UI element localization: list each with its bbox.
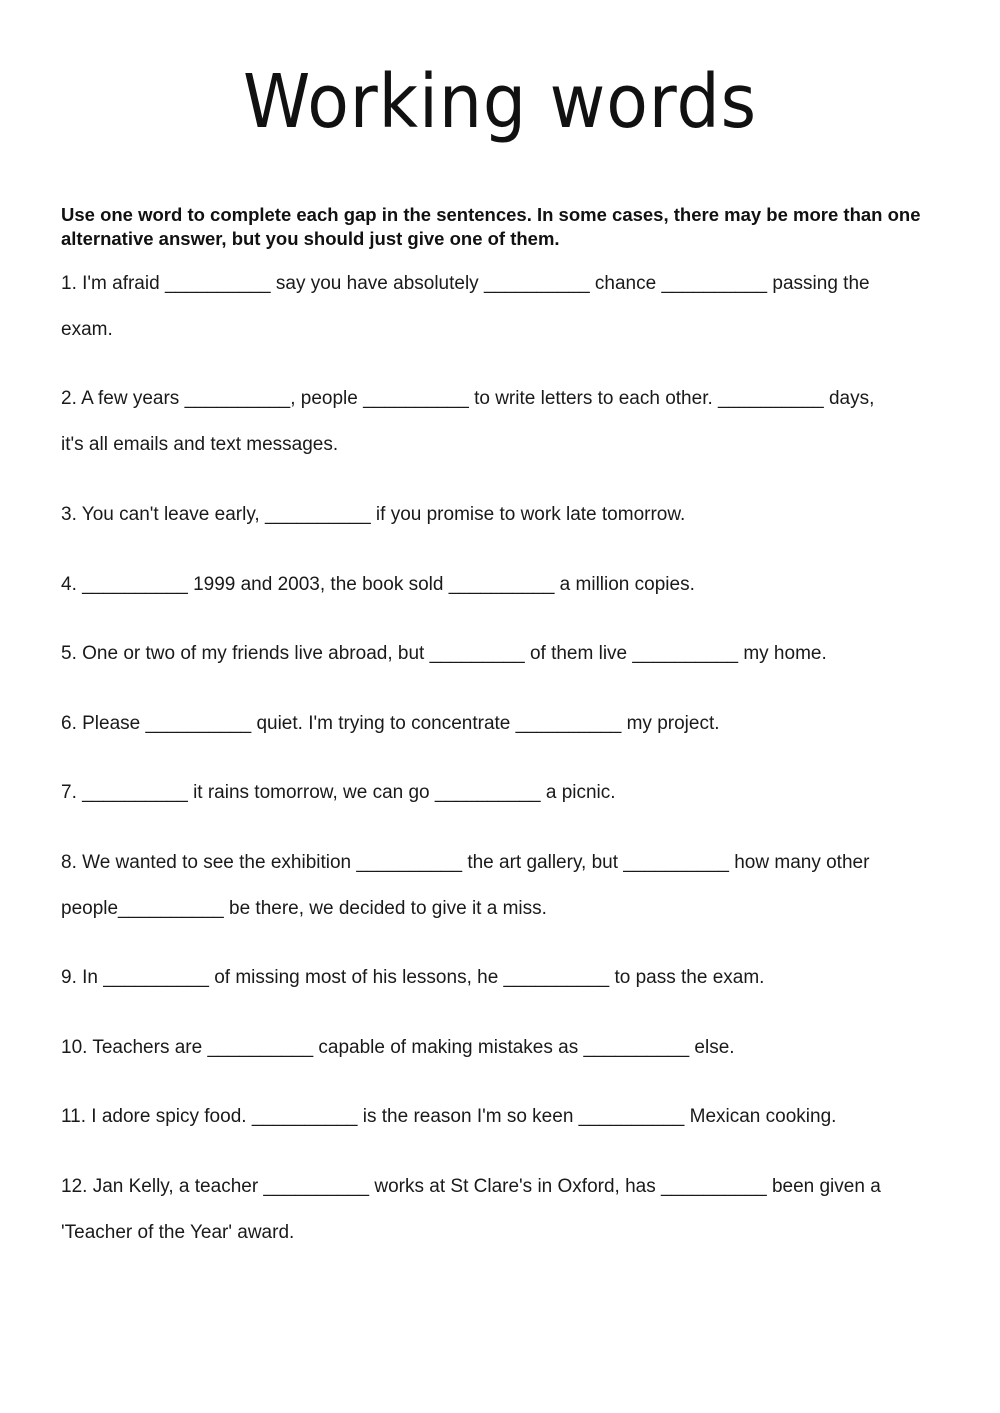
question-6 xyxy=(61,701,941,747)
question-line: 5. One or two of my friends live abroad, but _________ of them live __________ my home. xyxy=(61,643,827,664)
question-line: 11. I adore spicy food. __________ is the reason I'm so keen __________ Mexican cooking. xyxy=(61,1106,837,1127)
instructions: Use one word to complete each gap in the sentences. In some cases, there may be more than one alternative answer, but you should just give one of them. xyxy=(61,204,921,249)
question-line: 2. A few years __________, people __________ to write letters to each other. __________ days, xyxy=(61,388,875,409)
question-7 xyxy=(61,770,941,816)
question-line: people__________ be there, we decided to give it a miss. xyxy=(61,898,547,919)
question-9 xyxy=(61,955,941,1001)
question-line: exam. xyxy=(61,319,113,340)
question-2 xyxy=(61,376,941,468)
question-3 xyxy=(61,492,941,538)
question-line: 9. In __________ of missing most of his lessons, he __________ to pass the exam. xyxy=(61,967,765,988)
question-line: 6. Please __________ quiet. I'm trying to concentrate __________ my project. xyxy=(61,713,720,734)
question-line: 1. I'm afraid __________ say you have absolutely __________ chance __________ passing the xyxy=(61,273,870,294)
question-line: it's all emails and text messages. xyxy=(61,434,339,455)
question-10 xyxy=(61,1025,941,1071)
question-5 xyxy=(61,631,941,677)
question-line: 4. __________ 1999 and 2003, the book sold __________ a million copies. xyxy=(61,574,695,595)
question-line: 8. We wanted to see the exhibition __________ the art gallery, but __________ how many other xyxy=(61,852,870,873)
question-12 xyxy=(61,1164,941,1256)
question-1 xyxy=(61,261,941,353)
question-11 xyxy=(61,1094,941,1140)
question-line: 10. Teachers are __________ capable of making mistakes as __________ else. xyxy=(61,1037,735,1058)
question-line: 'Teacher of the Year' award. xyxy=(61,1222,295,1243)
question-line: 7. __________ it rains tomorrow, we can go __________ a picnic. xyxy=(61,782,616,803)
worksheet-title: Working words xyxy=(242,59,758,145)
question-line: 3. You can't leave early, __________ if you promise to work late tomorrow. xyxy=(61,504,686,525)
question-line: 12. Jan Kelly, a teacher __________ works at St Clare's in Oxford, has __________ been given a xyxy=(61,1176,881,1197)
question-4 xyxy=(61,562,941,608)
question-8 xyxy=(61,840,941,932)
